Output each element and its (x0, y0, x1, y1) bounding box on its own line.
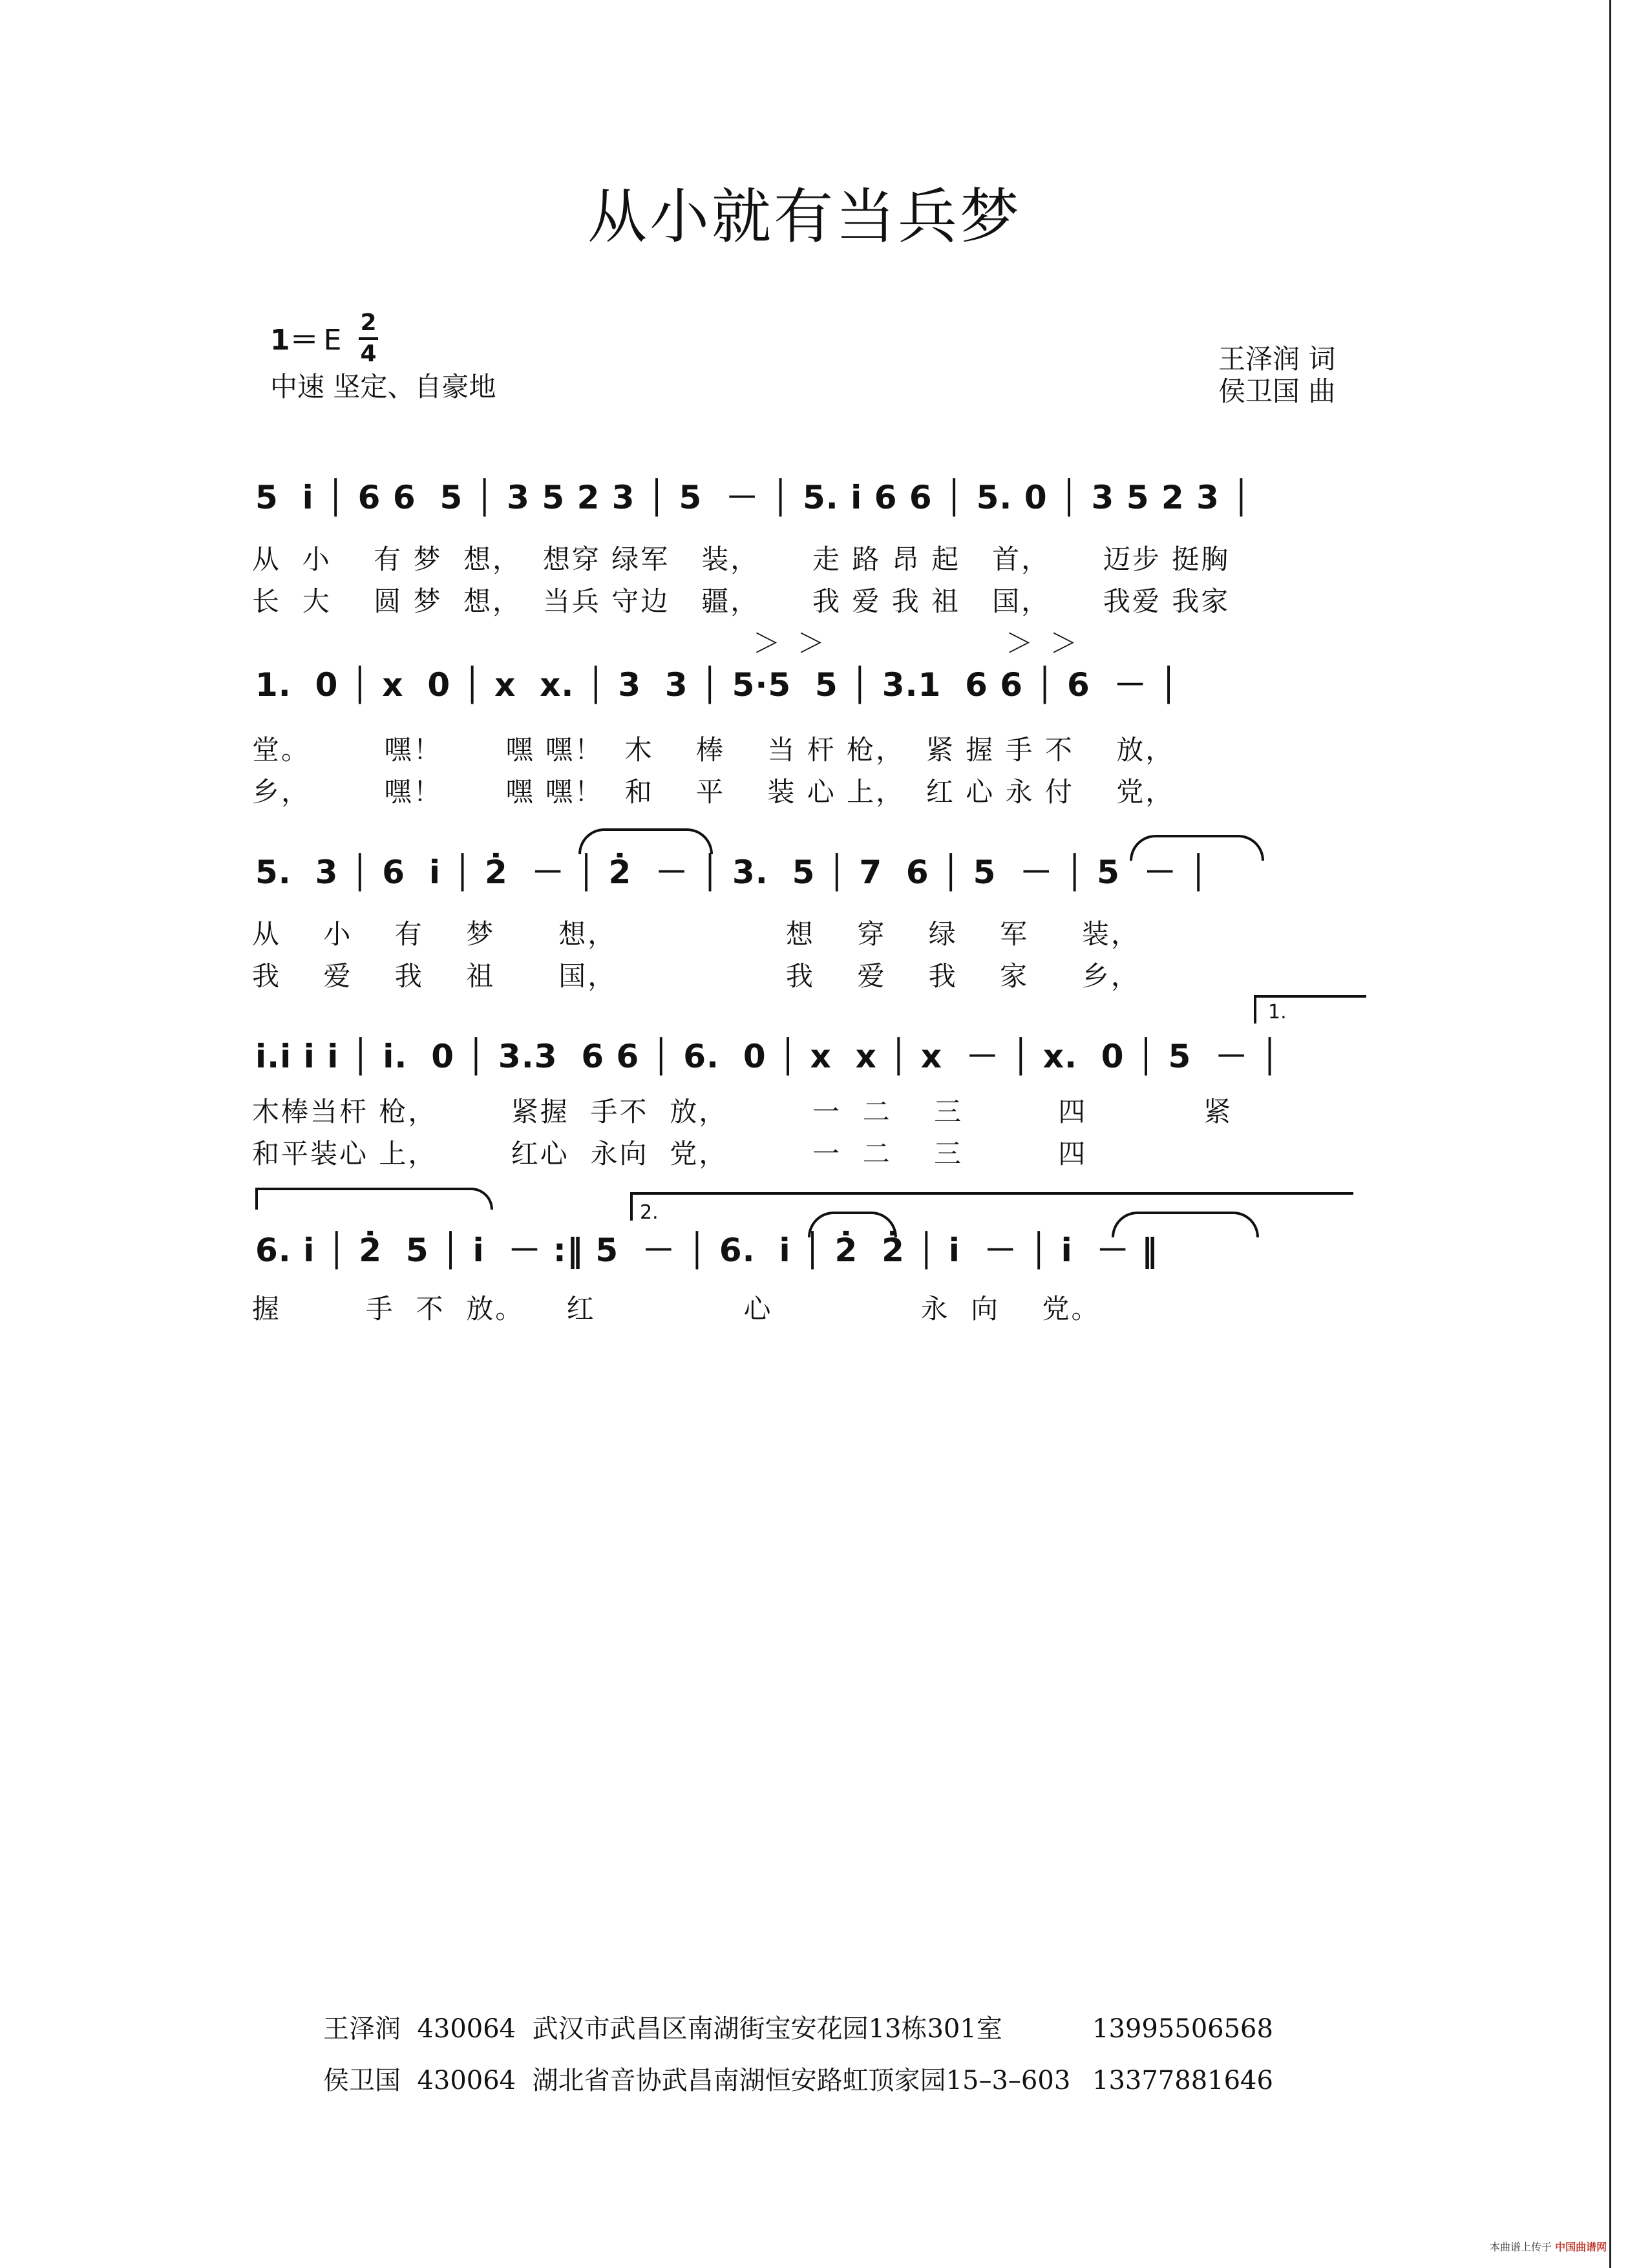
footer-2-postcode: 430064 (417, 2066, 516, 2095)
system-5-notes: 6. i̇ │ 2̇ 5 │ i̇ － :‖ 5 － │ 6. i̇ │ 2̇ 2̇ │ i̇ － │ i̇ － ‖ (255, 1232, 1159, 1269)
system-3-lyrics-verse-1: 从 小 有 梦 想， 想 穿 绿 军 装， (252, 918, 1140, 950)
system-4-lyrics-verse-2: 和平装心 上， 红心 永向 党， 一 二 三 四 (252, 1138, 1088, 1170)
key-signature (270, 326, 341, 355)
system-1-lyrics-verse-2: 长 大 圆 梦 想， 当兵 守边 疆， 我 爱 我 祖 国， 我爱 我家 (252, 585, 1231, 617)
system-1-notes: 5 i̇ │ 6 6 5 │ 3 5 2 3 │ 5 － │ 5. i̇ 6 6 │ 5. 0 │ 3 5 2 3 │ (255, 479, 1252, 516)
time-signature-top: 2 (360, 310, 377, 336)
key-value: E (323, 324, 342, 357)
page-border-line (1609, 0, 1611, 2268)
composer-credit: 侯卫国 曲 (1218, 375, 1336, 407)
system-3-lyrics-verse-2: 我 爱 我 祖 国， 我 爱 我 家 乡， (252, 960, 1140, 992)
system-4-first-ending-label: 1. (1268, 1001, 1287, 1024)
system-2-accent-marks: ＞ ＞ ＞ ＞ (753, 627, 1077, 659)
system-2-lyrics-verse-1: 堂。 嘿！ 嘿 嘿！ 木 棒 当 杆 枪， 紧 握 手 不 放， (252, 734, 1175, 766)
system-4-notes: i̇.i̇ i̇ i̇ │ i̇. 0 │ 3.3 6 6 │ 6. 0 │ x x │ x － │ x. 0 │ 5 － │ (255, 1038, 1280, 1075)
system-5-phrase-slur (255, 1188, 493, 1210)
footer-1-name: 王泽润 (323, 2014, 401, 2044)
lyricist-credit: 王泽润 词 (1218, 343, 1336, 375)
tempo-marking: 中速 坚定、自豪地 (270, 371, 496, 403)
footer-line-1 (323, 2016, 1002, 2042)
footer-2-phone: 13377881646 (1092, 2066, 1273, 2095)
footer-1-phone: 13995506568 (1092, 2014, 1273, 2044)
system-5-lyrics: 握 手 不 放。 红 心 永 向 党。 (252, 1293, 1101, 1325)
footer-2-address: 湖北省音协武昌南湖恒安路虹顶家园15–3–603 (532, 2066, 1071, 2095)
system-5-second-ending-label: 2. (640, 1201, 659, 1224)
footer-2-name: 侯卫国 (323, 2066, 401, 2095)
system-1-lyrics-verse-1: 从 小 有 梦 想， 想穿 绿军 装， 走 路 昂 起 首， 迈步 挺胸 (252, 543, 1231, 575)
footer-1-postcode: 430064 (417, 2014, 516, 2044)
footer-line-2 (323, 2068, 1070, 2094)
time-signature-divider (359, 337, 378, 340)
system-2-notes: 1. 0 │ x 0 │ x x. │ 3 3 │ 5·5 5 │ 3.1 6 6 │ 6 － │ (255, 666, 1179, 704)
watermark-brand: 中国曲谱网 (1555, 2241, 1607, 2253)
key-label: 1＝ (270, 324, 319, 357)
footer-1-address: 武汉市武昌区南湖街宝安花园13栋301室 (532, 2014, 1002, 2044)
watermark-text: 本曲谱上传于 (1490, 2241, 1552, 2253)
watermark (1490, 2242, 1607, 2252)
time-signature (359, 311, 378, 366)
system-2-lyrics-verse-2: 乡， 嘿！ 嘿 嘿！ 和 平 装 心 上， 红 心 永 付 党， (252, 776, 1175, 808)
system-3-notes: 5. 3 │ 6 i̇ │ 2̇ － │ 2̇ － │ 3. 5 │ 7 6 │ 5 － │ 5 － │ (255, 854, 1209, 891)
song-title: 从小就有当兵梦 (587, 182, 1022, 251)
system-3-tie-1 (578, 828, 713, 854)
time-signature-bottom: 4 (360, 341, 377, 367)
system-4-lyrics-verse-1: 木棒当杆 枪， 紧握 手不 放， 一 二 三 四 紧 (252, 1096, 1233, 1128)
